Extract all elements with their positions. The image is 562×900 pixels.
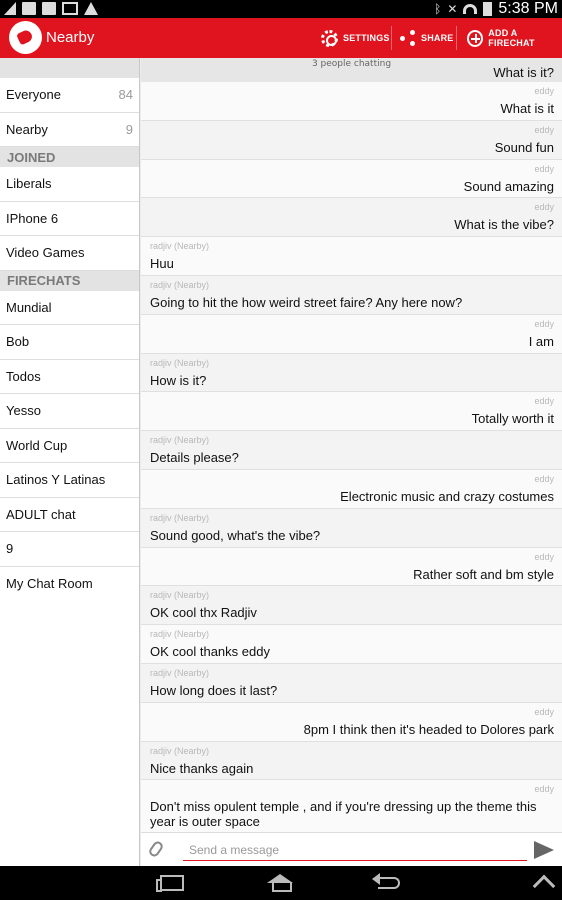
message-text: Electronic music and crazy costumes [340,489,554,504]
message-row [141,742,562,781]
share-label: SHARE [421,33,454,43]
message-row [141,548,562,587]
message-row [141,276,562,315]
sidebar-item-latinos-y-latinas[interactable] [0,463,139,498]
send-icon[interactable] [534,841,554,859]
message-text: Sound good, what's the vibe? [150,527,321,543]
message-text: How is it? [150,372,207,388]
message-author: eddy [534,318,554,329]
message-author: radjiv (Nearby) [150,512,210,523]
message-text: OK cool thanks eddy [150,644,270,660]
sidebar-item-todos[interactable] [0,360,139,395]
sidebar-item-label: Todos [6,368,41,384]
sidebar-item-label: Everyone [6,87,61,103]
message-author: eddy [534,163,554,174]
message-author: eddy [534,474,554,484]
message-text: What is the vibe? [454,217,554,233]
sidebar-item-label: Mundial [6,299,52,315]
message-text: Going to hit the how weird street faire? Any here now? [150,295,463,310]
sidebar-item-label: Bob [6,334,30,350]
message-author: radjiv (Nearby) [150,435,210,446]
message-author: radjiv (Nearby) [150,745,210,756]
status-bar [0,0,562,18]
settings-button[interactable] [321,18,390,58]
sidebar-item-adult-chat[interactable] [0,498,139,533]
app-title: Nearby [46,29,95,46]
divider [456,26,457,50]
message-row [141,392,562,431]
sidebar-item-world-cup[interactable] [0,429,139,464]
message-text: 8pm I think then it's headed to Dolores park [303,721,554,737]
message-text: What is it [500,101,554,116]
firechat-logo-icon[interactable] [9,21,42,54]
message-row [141,664,562,703]
add-icon [467,30,483,47]
chat-messages[interactable] [141,58,562,832]
message-row [141,160,562,199]
divider [391,26,392,50]
message-author: eddy [534,202,554,213]
message-author: eddy [534,86,554,96]
message-text: OK cool thx Radjiv [150,605,257,621]
message-row [141,237,562,276]
sidebar-item-everyone[interactable] [0,78,139,113]
message-row [141,625,562,664]
sidebar-item-bob[interactable] [0,325,139,360]
sidebar-item-label: Latinos Y Latinas [6,472,106,488]
sidebar [0,58,140,866]
mail-icon [62,2,78,15]
message-text: I am [528,333,554,349]
sidebar-item-label: Nearby [6,121,48,137]
sidebar-item-iphone-6[interactable] [0,202,139,237]
wifi-icon [463,4,477,14]
message-row [141,354,562,393]
message-author: eddy [534,784,554,795]
message-author: eddy [534,124,554,135]
share-button[interactable] [400,18,454,58]
message-author: radjiv (Nearby) [150,241,210,252]
section-header-joined: JOINED [0,147,139,167]
message-row [141,703,562,742]
message-author: eddy [534,396,554,407]
member-count: 84 [118,87,133,103]
sidebar-item-nearby[interactable] [0,113,139,148]
paperclip-icon[interactable] [147,840,164,859]
back-icon[interactable] [378,877,400,889]
sidebar-top-spacer [0,58,139,78]
message-row [141,780,562,832]
message-text: Huu [150,256,174,272]
settings-label: SETTINGS [343,33,390,43]
sidebar-item-label: IPhone 6 [6,210,59,226]
add-firechat-label: ADD A FIRECHAT [488,28,535,48]
system-icons [434,0,558,18]
message-composer [141,832,562,866]
message-author: eddy [534,551,554,562]
message-text: How long does it last? [150,683,278,698]
sidebar-item-my-chat-room[interactable] [0,567,139,602]
add-firechat-button[interactable] [467,18,562,58]
message-row [141,121,562,160]
message-row [141,586,562,625]
sidebar-item-label: Liberals [6,176,52,192]
system-nav-bar [0,866,562,900]
warning-icon [84,2,98,15]
message-text: What is it? [493,65,554,80]
image-icon [22,2,36,15]
people-chatting-label: 3 people chatting [311,59,392,69]
message-author: radjiv (Nearby) [150,280,210,290]
message-text: Sound fun [494,139,554,155]
chatting-banner [141,58,562,82]
message-text: Sound amazing [463,178,554,194]
battery-icon [483,2,492,16]
member-count: 9 [125,121,133,137]
sidebar-item-video-games[interactable] [0,236,139,271]
sidebar-item-yesso[interactable] [0,394,139,429]
signal-icon [4,2,16,15]
section-header-firechats: FIRECHATS [0,271,139,291]
sidebar-item-label: Yesso [6,403,41,419]
sidebar-item-label: ADULT chat [6,506,76,522]
notification-icons [4,2,98,15]
status-clock: 5:38 PM [498,0,558,17]
message-author: radjiv (Nearby) [150,590,210,601]
message-row [141,315,562,354]
sidebar-item-liberals[interactable] [0,167,139,202]
sidebar-item-label: 9 [6,541,14,557]
message-author: eddy [534,706,554,717]
gear-icon [321,30,338,47]
message-text: Details please? [150,450,239,466]
home-icon[interactable] [266,874,294,892]
mute-icon: ✕ [447,2,458,16]
message-row [141,431,562,470]
share-icon [400,30,416,46]
message-input[interactable] [183,839,527,861]
message-row [141,82,562,121]
message-text: Don't miss opulent temple , and if you're dressing up the theme this year is outer space [150,799,537,830]
message-row [141,198,562,237]
bluetooth-icon: ᛒ [434,2,442,16]
message-author: radjiv (Nearby) [150,357,210,368]
message-text: Nice thanks again [150,760,254,776]
message-author: radjiv (Nearby) [150,668,210,678]
app-bar [0,18,562,58]
message-text: Rather soft and bm style [413,566,554,582]
sidebar-item-label: My Chat Room [6,576,93,592]
sidebar-item-label: World Cup [6,437,68,453]
message-row [141,509,562,548]
sidebar-item-mundial[interactable] [0,291,139,326]
message-row [141,470,562,509]
recent-apps-icon[interactable] [160,875,184,891]
chevron-up-icon[interactable] [533,875,556,898]
message-text: Totally worth it [471,411,554,427]
sidebar-item-label: Video Games [6,245,85,261]
gallery-icon [42,2,56,15]
message-author: radjiv (Nearby) [150,629,210,640]
sidebar-item-9[interactable] [0,532,139,567]
